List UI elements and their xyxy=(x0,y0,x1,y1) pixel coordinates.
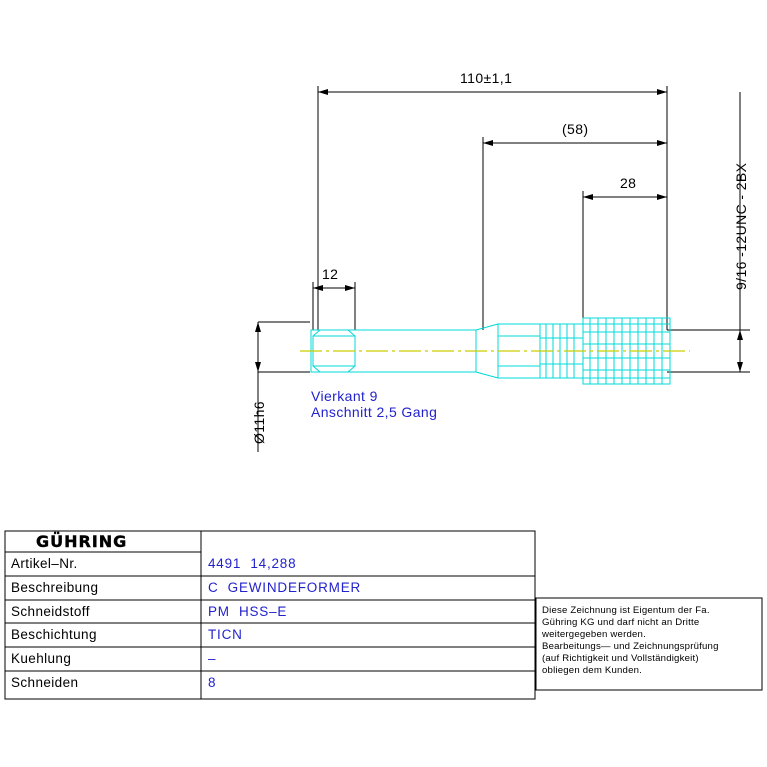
dim-overall-length: 110±1,1 xyxy=(460,70,513,86)
row-label-beschreibung: Beschreibung xyxy=(11,580,99,595)
row-label-schneidstoff: Schneidstoff xyxy=(11,604,90,619)
dim-thread-spec: 9/16 -12UNC - 2BX xyxy=(733,162,749,290)
row-value-schneiden: 8 xyxy=(208,675,217,690)
dim-square-length: 12 xyxy=(322,266,339,282)
row-label-artikel-nr: Artikel–Nr. xyxy=(11,556,78,571)
row-value-kuehlung: – xyxy=(208,651,217,666)
row-label-kuehlung: Kuehlung xyxy=(11,651,72,666)
legal-note-line-6: obliegen dem Kunden. xyxy=(542,665,643,676)
dim-shank-to-thread: (58) xyxy=(562,121,589,137)
legal-note-line-3: weitergegeben werden. xyxy=(542,629,646,640)
row-value-beschreibung: C GEWINDEFORMER xyxy=(208,580,362,595)
annotation-vierkant: Vierkant 9 xyxy=(311,388,378,404)
dim-thread-length: 28 xyxy=(620,175,637,191)
row-label-beschichtung: Beschichtung xyxy=(11,627,97,642)
legal-note-line-4: Bearbeitungs— und Zeichnungsprüfung xyxy=(542,641,719,652)
row-value-schneidstoff: PM HSS–E xyxy=(208,604,288,619)
row-value-artikel-nr: 4491 14,288 xyxy=(208,556,297,571)
row-label-schneiden: Schneiden xyxy=(11,675,79,690)
annotation-anschnitt: Anschnitt 2,5 Gang xyxy=(311,404,438,420)
legal-note-line-1: Diese Zeichnung ist Eigentum der Fa. xyxy=(542,605,710,616)
legal-note-line-5: (auf Richtigkeit und Vollständigkeit) xyxy=(542,653,699,664)
guehring-logo: GÜHRING xyxy=(36,532,128,551)
dim-shank-diameter: Ø11h6 xyxy=(251,401,267,444)
row-value-beschichtung: TICN xyxy=(208,627,243,642)
legal-note-line-2: Gühring KG und darf nicht an Dritte xyxy=(542,617,700,628)
